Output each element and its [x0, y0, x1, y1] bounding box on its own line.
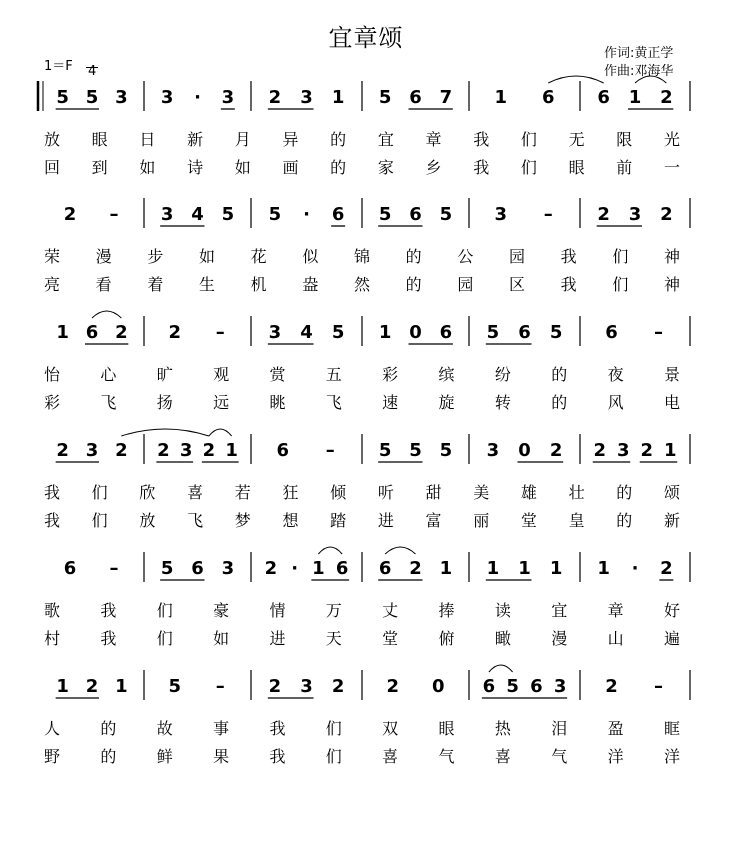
lyric-verse-1: 泪 [551, 719, 568, 738]
slur [385, 547, 415, 554]
lyric-verse-2: 乡 [425, 158, 442, 177]
lyric-verse-2: 家 [377, 158, 394, 177]
jianpu-note: 5 [378, 87, 392, 108]
lyric-verse-2: 我 [560, 275, 577, 294]
lyric-verse-1: 壮 [568, 483, 585, 502]
lyric-verse-1: 我 [43, 483, 61, 502]
lyric-verse-2: 的 [405, 275, 422, 294]
lyric-verse-2: 洋 [607, 747, 624, 766]
lyric-verse-2: 村 [43, 629, 61, 648]
lyric-verse-2: 们 [91, 511, 108, 530]
lyric-verse-1: 我 [473, 130, 490, 149]
song-title: 宜章颂 [328, 24, 404, 52]
system-5 [44, 547, 690, 648]
lyric-verse-2: 旋 [438, 393, 455, 412]
jianpu-note: 6 [541, 87, 555, 108]
lyric-verse-1: 锦 [353, 247, 371, 266]
lyric-verse-2: 新 [663, 511, 681, 530]
lyric-verse-1: 眼 [91, 130, 108, 149]
lyric-verse-2: 的 [330, 158, 347, 177]
slur [121, 429, 209, 436]
lyric-verse-1: 似 [302, 247, 319, 266]
lyric-verse-2: 飞 [100, 393, 117, 412]
lyric-verse-2: 喜 [494, 747, 511, 766]
lyric-verse-2: 眼 [568, 158, 585, 177]
system-4 [44, 429, 690, 530]
jianpu-note: 1 [597, 558, 610, 579]
lyric-verse-2: 如 [139, 158, 156, 177]
jianpu-note: 6 [409, 87, 422, 108]
lyric-verse-1: 光 [663, 130, 681, 149]
lyric-verse-2: 神 [663, 275, 681, 294]
lyric-verse-1: 夜 [607, 365, 624, 384]
slur [548, 76, 603, 83]
lyric-verse-2: 园 [457, 275, 474, 294]
jianpu-note: 3 [553, 676, 567, 697]
jianpu-note: 6 [439, 322, 453, 343]
lyric-verse-2: 如 [213, 629, 230, 648]
jianpu-note: · [194, 87, 201, 108]
lyric-verse-2: 速 [382, 393, 399, 412]
lyric-verse-1: 漫 [95, 247, 112, 266]
lyric-verse-1: 们 [156, 601, 173, 620]
lyric-verse-1: 月 [234, 130, 251, 149]
lyric-verse-2: 诗 [187, 158, 204, 177]
jianpu-note: 5 [85, 87, 99, 108]
lyric-verse-2: 果 [213, 747, 230, 766]
slur [489, 665, 513, 672]
jianpu-note: 2 [409, 558, 422, 579]
lyric-verse-1: 无 [568, 130, 585, 149]
lyric-verse-1: 双 [382, 719, 399, 738]
lyric-verse-1: 喜 [187, 483, 204, 502]
lyric-verse-1: 花 [250, 247, 267, 266]
composer-credit: 作曲:邓海华 [604, 64, 674, 79]
lyric-verse-2: 扬 [156, 393, 173, 412]
lyric-verse-2: 电 [663, 393, 681, 412]
jianpu-note: 6 [335, 558, 349, 579]
lyric-verse-1: 的 [330, 130, 347, 149]
dash-note: – [215, 322, 225, 343]
lyric-verse-1: 丈 [382, 601, 399, 620]
jianpu-note: 2 [264, 558, 278, 579]
jianpu-note: 2 [593, 440, 607, 461]
jianpu-note: 3 [221, 87, 235, 108]
dash-note: – [325, 440, 335, 461]
lyric-verse-1: 情 [269, 601, 286, 620]
dash-note: – [654, 676, 663, 697]
lyric-verse-1: 怡 [43, 365, 61, 384]
lyric-verse-1: 热 [494, 719, 511, 738]
jianpu-note: 3 [494, 204, 508, 225]
slur [318, 547, 342, 554]
slur [209, 429, 232, 436]
jianpu-note: 2 [85, 676, 99, 697]
jianpu-note: 3 [160, 87, 174, 108]
lyric-verse-2: 的 [551, 393, 568, 412]
lyric-verse-2: 喜 [382, 747, 399, 766]
lyric-verse-2: 看 [95, 275, 112, 294]
lyric-verse-2: 然 [353, 275, 371, 294]
lyric-verse-2: 洋 [663, 747, 681, 766]
lyric-verse-2: 放 [139, 511, 156, 530]
jianpu-note: 1 [628, 87, 642, 108]
lyric-verse-2: 飞 [325, 393, 342, 412]
lyric-verse-1: 狂 [282, 483, 299, 502]
lyric-verse-1: 事 [213, 719, 230, 738]
jianpu-note: 3 [628, 204, 642, 225]
jianpu-note: 3 [179, 440, 193, 461]
lyric-verse-1: 章 [425, 130, 442, 149]
lyric-verse-1: 们 [520, 130, 537, 149]
system-2 [44, 198, 690, 294]
dash-note: – [109, 204, 119, 225]
lyric-verse-2: 瞰 [494, 629, 511, 648]
lyric-verse-1: 五 [325, 365, 342, 384]
jianpu-note: 2 [115, 322, 128, 343]
lyric-verse-2: 遍 [663, 629, 681, 648]
lyric-verse-1: 神 [663, 247, 681, 266]
jianpu-note: 3 [115, 87, 128, 108]
lyric-verse-2: 画 [282, 158, 299, 177]
jianpu-note: 1 [494, 87, 508, 108]
lyric-verse-2: 风 [607, 393, 624, 412]
jianpu-note: 2 [56, 440, 69, 461]
lyric-verse-1: 赏 [269, 365, 286, 384]
lyricist-credit: 作词:黄正学 [604, 46, 674, 61]
dash-note: – [543, 204, 553, 225]
jianpu-note: 5 [486, 322, 500, 343]
lyric-verse-2: 鲜 [156, 747, 173, 766]
lyric-verse-1: 荣 [43, 247, 61, 266]
jianpu-note: 3 [616, 440, 630, 461]
jianpu-note: 2 [168, 322, 182, 343]
jianpu-note: 6 [482, 676, 496, 697]
system-3 [44, 311, 690, 412]
jianpu-note: 5 [506, 676, 519, 697]
lyric-verse-2: 到 [91, 158, 108, 177]
lyric-verse-1: 心 [100, 365, 117, 384]
lyric-verse-2: 的 [100, 747, 117, 766]
lyric-verse-2: 彩 [43, 393, 61, 412]
lyric-verse-1: 甜 [425, 483, 442, 502]
lyric-verse-1: 章 [607, 601, 624, 620]
jianpu-note: 3 [85, 440, 99, 461]
lyric-verse-1: 步 [147, 247, 164, 266]
lyric-verse-1: 日 [139, 130, 156, 149]
jianpu-note: 6 [85, 322, 99, 343]
lyric-verse-1: 颂 [663, 483, 681, 502]
jianpu-note: 0 [409, 322, 422, 343]
lyric-verse-1: 们 [91, 483, 108, 502]
lyric-verse-1: 宜 [551, 601, 568, 620]
jianpu-note: 5 [439, 440, 453, 461]
lyric-verse-1: 倾 [330, 483, 347, 502]
lyric-verse-2: 们 [612, 275, 629, 294]
jianpu-note: 2 [597, 204, 610, 225]
jianpu-note: 5 [168, 676, 182, 697]
lyric-verse-1: 我 [269, 719, 286, 738]
lyric-verse-2: 们 [520, 158, 537, 177]
jianpu-note: 2 [202, 440, 216, 461]
system-6 [44, 665, 690, 766]
lyric-verse-1: 公 [457, 247, 474, 266]
lyric-verse-2: 盎 [302, 275, 319, 294]
lyric-verse-2: 天 [325, 629, 342, 648]
jianpu-note: 2 [605, 676, 618, 697]
jianpu-note: 1 [56, 322, 69, 343]
lyric-verse-1: 眶 [663, 719, 681, 738]
lyric-verse-1: 听 [377, 483, 394, 502]
lyric-verse-2: 区 [508, 275, 526, 294]
lyric-verse-2: 山 [607, 629, 624, 648]
lyric-verse-1: 的 [100, 719, 117, 738]
lyric-verse-1: 故 [156, 719, 173, 738]
jianpu-note: 6 [530, 676, 543, 697]
jianpu-note: 5 [439, 204, 453, 225]
lyric-verse-1: 们 [612, 247, 629, 266]
jianpu-note: · [291, 558, 299, 579]
jianpu-note: 6 [518, 322, 531, 343]
lyric-verse-1: 万 [325, 601, 342, 620]
lyric-verse-2: 我 [269, 747, 286, 766]
jianpu-note: 2 [115, 440, 128, 461]
lyric-verse-2: 气 [438, 747, 455, 766]
lyric-verse-1: 欣 [139, 483, 156, 502]
lyric-verse-1: 旷 [156, 365, 173, 384]
lyric-verse-2: 进 [377, 511, 394, 530]
jianpu-note: 5 [549, 322, 563, 343]
lyric-verse-2: 野 [43, 747, 61, 766]
lyric-verse-2: 我 [473, 158, 490, 177]
lyric-verse-1: 们 [325, 719, 342, 738]
jianpu-note: 6 [409, 204, 422, 225]
lyric-verse-1: 雄 [520, 483, 537, 502]
jianpu-note: 1 [225, 440, 238, 461]
slur [635, 76, 666, 83]
lyric-verse-2: 前 [616, 158, 633, 177]
lyric-verse-2: 堂 [382, 629, 399, 648]
lyric-verse-1: 彩 [382, 365, 399, 384]
lyric-verse-2: 们 [325, 747, 342, 766]
lyric-verse-1: 观 [213, 365, 230, 384]
lyric-verse-1: 美 [473, 483, 490, 502]
lyric-verse-1: 读 [494, 601, 511, 620]
jianpu-note: 5 [160, 558, 174, 579]
lyric-verse-2: 亮 [43, 275, 61, 294]
jianpu-note: 2 [268, 676, 282, 697]
lyric-verse-1: 放 [43, 130, 61, 149]
jianpu-note: 3 [268, 322, 282, 343]
jianpu-note: 7 [439, 87, 453, 108]
jianpu-note: 5 [378, 204, 392, 225]
lyric-verse-1: 园 [508, 247, 526, 266]
lyric-verse-2: 皇 [568, 511, 585, 530]
lyric-verse-2: 的 [616, 511, 633, 530]
jianpu-note: 6 [276, 440, 290, 461]
lyric-verse-1: 纷 [494, 365, 511, 384]
jianpu-note: 1 [549, 558, 563, 579]
lyric-verse-1: 好 [663, 601, 681, 620]
system-1 [38, 76, 690, 177]
lyric-verse-2: 回 [43, 158, 61, 177]
lyric-verse-2: 我 [100, 629, 117, 648]
jianpu-note: 2 [660, 87, 673, 108]
dash-note: – [654, 322, 663, 343]
lyric-verse-2: 飞 [187, 511, 204, 530]
jianpu-note: 0 [518, 440, 531, 461]
lyric-verse-1: 捧 [438, 601, 455, 620]
jianpu-note: 1 [331, 87, 345, 108]
jianpu-note: 1 [439, 558, 453, 579]
jianpu-note: 4 [191, 204, 204, 225]
jianpu-note: 1 [518, 558, 531, 579]
jianpu-note: 2 [660, 204, 673, 225]
jianpu-note: · [631, 558, 639, 579]
lyric-verse-1: 景 [663, 365, 681, 384]
lyric-verse-1: 的 [616, 483, 633, 502]
lyric-verse-1: 我 [100, 601, 117, 620]
lyric-verse-1: 人 [43, 719, 61, 738]
lyric-verse-1: 我 [560, 247, 577, 266]
jianpu-note: 1 [312, 558, 325, 579]
jianpu-note: 5 [56, 87, 69, 108]
lyric-verse-1: 限 [616, 130, 633, 149]
jianpu-note: 1 [663, 440, 677, 461]
lyric-verse-2: 气 [551, 747, 568, 766]
jianpu-note: 3 [221, 558, 235, 579]
lyric-verse-2: 堂 [520, 511, 537, 530]
lyric-verse-2: 俯 [438, 629, 455, 648]
lyric-verse-1: 宜 [377, 130, 394, 149]
jianpu-note: 6 [63, 558, 77, 579]
dash-note: – [109, 558, 119, 579]
lyric-verse-2: 眺 [269, 393, 286, 412]
lyric-verse-1: 异 [282, 130, 299, 149]
jianpu-note: 6 [331, 204, 345, 225]
jianpu-note: 3 [300, 87, 313, 108]
lyric-verse-2: 想 [282, 511, 299, 530]
lyric-verse-1: 缤 [438, 365, 455, 384]
lyric-verse-2: 富 [425, 511, 442, 530]
lyric-verse-2: 生 [198, 275, 216, 294]
lyric-verse-2: 梦 [234, 511, 251, 530]
jianpu-note: 1 [486, 558, 500, 579]
jianpu-note: 2 [640, 440, 654, 461]
jianpu-note: 5 [378, 440, 392, 461]
jianpu-note: 2 [63, 204, 77, 225]
lyric-verse-2: 远 [213, 393, 230, 412]
lyric-verse-1: 新 [187, 130, 204, 149]
jianpu-note: 1 [115, 676, 128, 697]
jianpu-note: 4 [300, 322, 313, 343]
key-value: 1＝F [44, 59, 73, 74]
jianpu-note: 5 [268, 204, 282, 225]
lyric-verse-1: 如 [198, 247, 216, 266]
lyric-verse-2: 进 [269, 629, 286, 648]
time-signature-bottom: 4 [88, 64, 97, 79]
jianpu-note: 6 [378, 558, 392, 579]
jianpu-note: 2 [549, 440, 563, 461]
lyric-verse-2: 机 [250, 275, 267, 294]
jianpu-note: 3 [486, 440, 500, 461]
lyric-verse-2: 踏 [330, 511, 347, 530]
jianpu-note: 1 [378, 322, 392, 343]
jianpu-note: 6 [191, 558, 204, 579]
lyric-verse-1: 盈 [607, 719, 624, 738]
lyric-verse-2: 丽 [473, 511, 490, 530]
lyric-verse-2: 着 [147, 275, 164, 294]
jianpu-note: 2 [331, 676, 345, 697]
slur [92, 311, 121, 318]
lyric-verse-1: 眼 [438, 719, 455, 738]
lyric-verse-1: 的 [405, 247, 422, 266]
lyric-verse-2: 漫 [551, 629, 568, 648]
jianpu-note: 1 [56, 676, 69, 697]
jianpu-note: 3 [300, 676, 313, 697]
lyric-verse-2: 我 [43, 511, 61, 530]
lyric-verse-2: 一 [663, 158, 681, 177]
lyric-verse-1: 若 [234, 483, 251, 502]
lyric-verse-2: 如 [234, 158, 251, 177]
jianpu-note: 6 [605, 322, 618, 343]
jianpu-note: 5 [409, 440, 422, 461]
jianpu-note: 2 [157, 440, 170, 461]
jianpu-note: · [303, 204, 310, 225]
jianpu-note: 0 [431, 676, 445, 697]
jianpu-note: 5 [221, 204, 235, 225]
lyric-verse-1: 豪 [213, 601, 230, 620]
jianpu-note: 2 [386, 676, 400, 697]
lyric-verse-1: 歌 [43, 601, 61, 620]
lyric-verse-2: 转 [494, 393, 511, 412]
dash-note: – [215, 676, 225, 697]
jianpu-note: 2 [268, 87, 282, 108]
jianpu-note: 3 [160, 204, 174, 225]
lyric-verse-2: 们 [156, 629, 173, 648]
lyric-verse-1: 的 [551, 365, 568, 384]
jianpu-note: 2 [660, 558, 673, 579]
jianpu-note: 5 [331, 322, 345, 343]
jianpu-note: 6 [597, 87, 610, 108]
